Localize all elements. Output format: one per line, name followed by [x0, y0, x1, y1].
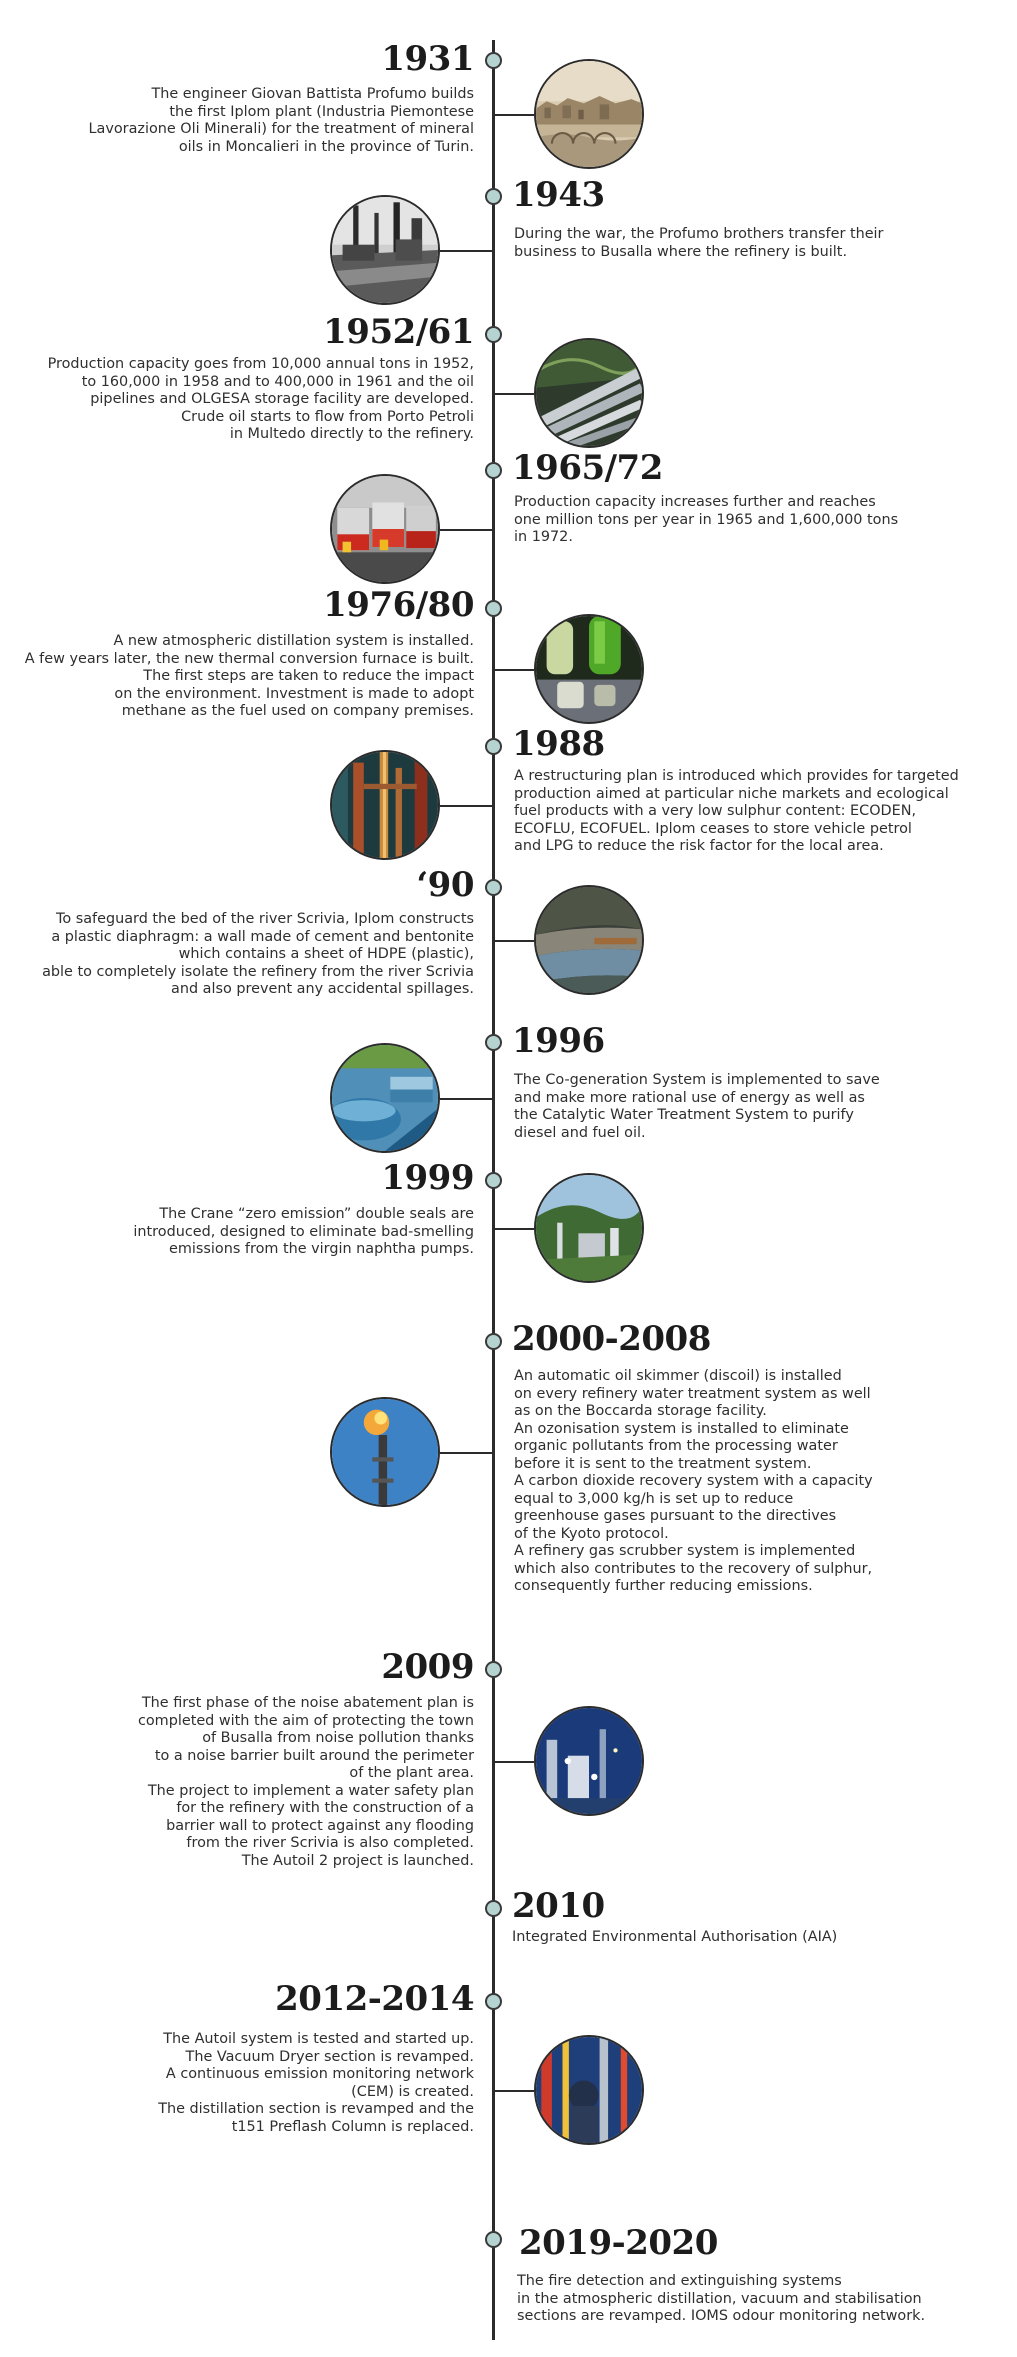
event-description: A new atmospheric distillation system is installed. A few years later, the new thermal conversion furnace is built. The first steps are taken to reduce the impact on the environment. Investment is made to adopt methane as the fuel used on company premises. [24, 633, 474, 719]
connector-line [440, 805, 494, 807]
event-description: The Crane “zero emission” double seals are introduced, designed to eliminate bad-smelling emissions from the virgin naphtha pumps. [133, 1206, 474, 1257]
timeline-marker [485, 1993, 502, 2010]
connector-line [440, 1098, 494, 1100]
event-description: An automatic oil skimmer (discoil) is installed on every refinery water treatment system as well as on the Boccarda storage facility. An ozonisation system is installed to eliminate organic pollutants from the processing water before it is sent to the treatment system. A carbon dioxide recovery system with a capacity equal to 3,000 kg/h is set up to reduce greenhouse gases pursuant to the directives of the Kyoto protocol. A refinery gas scrubber system is implemented which also contributes to the recovery of sulphur, consequently further reducing emissions. [514, 1368, 873, 1594]
timeline-marker [485, 1172, 502, 1189]
lab-samples-photo [534, 614, 644, 724]
event-description: The fire detection and extinguishing systems in the atmospheric distillation, vacuum and stabilisation sections are revamped. IOMS odour monitoring network. [517, 2273, 926, 2324]
event-description: A restructuring plan is introduced which provides for targeted production aimed at particular niche markets and ecological fuel products with a very low sulphur content: ECODEN, ECOFLU, ECOFUEL. Iplom ceases to store vehicle petrol and LPG to reduce the risk factor for the local area. [514, 768, 959, 854]
year-label: 2009 [381, 1647, 474, 1687]
flare-stack-photo [330, 1397, 440, 1507]
year-label: 1988 [512, 724, 605, 764]
connector-line [494, 669, 534, 671]
year-label: 1996 [512, 1021, 605, 1061]
connector-line [494, 940, 534, 942]
connector-line [440, 529, 494, 531]
year-label: 2019-2020 [519, 2223, 718, 2263]
connector-line [494, 1761, 534, 1763]
sepia-town-photo [534, 59, 644, 169]
event-description: During the war, the Profumo brothers transfer their business to Busalla where the refinery is built. [514, 226, 884, 260]
pipelines-photo [534, 338, 644, 448]
blue-tanks-photo [330, 1043, 440, 1153]
connector-line [494, 1228, 534, 1230]
connector-line [494, 2090, 534, 2092]
year-label: 1943 [512, 175, 605, 215]
year-label: 1976/80 [323, 585, 474, 625]
timeline-marker [485, 1333, 502, 1350]
year-label: 2000-2008 [512, 1319, 711, 1359]
night-plant-photo [534, 1706, 644, 1816]
timeline-marker [485, 188, 502, 205]
refinery-hills-photo [534, 1173, 644, 1283]
event-description: Integrated Environmental Authorisation (AIA) [512, 1929, 838, 1945]
event-description: The engineer Giovan Battista Profumo builds the first Iplom plant (Industria Piemontese Lavorazione Oli Minerali) for the treatment of mineral oils in Moncalieri in the province of Turin. [88, 86, 474, 155]
event-description: The first phase of the noise abatement plan is completed with the aim of protecting the town of Busalla from noise pollution thanks to a noise barrier built around the perimeter of the plant area. The project to implement a water safety plan for the refinery with the construction of a barrier wall to protect against any flooding from the river Scrivia is also completed. The Autoil 2 project is launched. [137, 1695, 474, 1869]
year-label: 1952/61 [323, 312, 474, 352]
river-scrivia-photo [534, 885, 644, 995]
event-description: Production capacity goes from 10,000 annual tons in 1952, to 160,000 in 1958 and to 400,000 in 1961 and the oil pipelines and OLGESA storage facility are developed. Crude oil starts to flow from Porto Petroli in Multedo directly to the refinery. [47, 356, 474, 442]
year-label: 1999 [381, 1158, 474, 1198]
year-label: 1931 [381, 39, 474, 79]
event-description: Production capacity increases further and reaches one million tons per year in 1965 and 1,600,000 tons in 1972. [514, 494, 899, 545]
connector-line [440, 1452, 494, 1454]
connector-line [494, 114, 534, 116]
year-label: ‘90 [416, 865, 474, 905]
worker-valves-photo [534, 2035, 644, 2145]
timeline-marker [485, 326, 502, 343]
copper-pipes-photo [330, 750, 440, 860]
year-label: 2010 [512, 1886, 605, 1926]
timeline-marker [485, 462, 502, 479]
timeline-marker [485, 1661, 502, 1678]
event-description: To safeguard the bed of the river Scrivia, Iplom constructs a plastic diaphragm: a wall made of cement and bentonite which contains a sheet of HDPE (plastic), able to completely isolate the refinery from the river Scrivia and also prevent any accidental spillages. [42, 911, 474, 997]
timeline-marker [485, 2231, 502, 2248]
timeline-marker [485, 738, 502, 755]
timeline-marker [485, 52, 502, 69]
timeline-marker [485, 1900, 502, 1917]
tanker-trucks-photo [330, 474, 440, 584]
year-label: 1965/72 [512, 448, 663, 488]
event-description: The Autoil system is tested and started up. The Vacuum Dryer section is revamped. A continuous emission monitoring network (CEM) is created. The distillation section is revamped and the t151 Preflash Column is replaced. [158, 2031, 474, 2135]
connector-line [494, 393, 534, 395]
year-label: 2012-2014 [275, 1979, 474, 2019]
timeline-marker [485, 1034, 502, 1051]
old-refinery-photo [330, 195, 440, 305]
connector-line [440, 250, 494, 252]
timeline-marker [485, 600, 502, 617]
event-description: The Co-generation System is implemented to save and make more rational use of energy as well as the Catalytic Water Treatment System to purify diesel and fuel oil. [514, 1072, 880, 1141]
timeline-marker [485, 879, 502, 896]
